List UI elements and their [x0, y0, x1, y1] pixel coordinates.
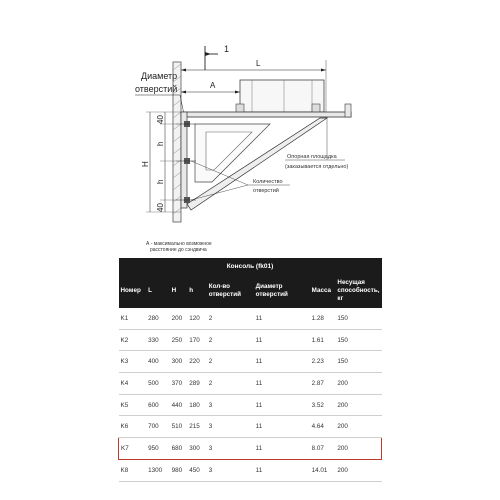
table-row — [119, 329, 382, 351]
table-row — [119, 438, 382, 460]
table-cell: 8.07 — [310, 438, 336, 460]
table-cell: 289 — [187, 373, 206, 395]
table-cell: 4.64 — [310, 416, 336, 438]
table-cell: 500 — [146, 373, 169, 395]
table-cell: 11 — [254, 394, 310, 416]
table-cell: 14.01 — [310, 459, 336, 481]
table-cell: 330 — [146, 329, 169, 351]
svg-text:отверстий: отверстий — [135, 84, 178, 94]
svg-text:A: A — [210, 81, 216, 90]
table-cell: 3 — [207, 394, 254, 416]
table-cell: 3 — [207, 416, 254, 438]
table-cell: 950 — [146, 438, 169, 460]
support-pad-callout — [285, 118, 348, 170]
table-cell: 150 — [335, 351, 381, 373]
table-cell: K5 — [119, 394, 147, 416]
table-cell: 300 — [187, 438, 206, 460]
table-caption: Консоль (fk01) — [119, 258, 382, 274]
table-cell: 200 — [335, 394, 381, 416]
table-cell: 3 — [207, 459, 254, 481]
svg-text:Количество: Количество — [253, 179, 283, 185]
svg-text:H: H — [141, 161, 150, 167]
table-cell: K4 — [119, 373, 147, 395]
table-cell: 11 — [254, 438, 310, 460]
table-cell: K1 — [119, 308, 147, 329]
table-row — [119, 416, 382, 438]
column-header: Номер — [119, 274, 147, 308]
table-header-row — [119, 274, 382, 308]
svg-text:40: 40 — [156, 203, 165, 212]
column-header: Масса — [310, 274, 336, 308]
table-row — [119, 373, 382, 395]
svg-text:1: 1 — [224, 44, 230, 54]
table-cell: K8 — [119, 459, 147, 481]
svg-text:расстояние до сэндвича: расстояние до сэндвича — [150, 247, 207, 253]
column-header: Несущая способность, кг — [335, 274, 381, 308]
table-cell: 180 — [187, 394, 206, 416]
table-cell: 200 — [335, 438, 381, 460]
table-cell: 200 — [170, 308, 188, 329]
table-cell: 2 — [207, 308, 254, 329]
table-cell: 2.87 — [310, 373, 336, 395]
table-cell: 400 — [146, 351, 169, 373]
table-cell: 200 — [335, 416, 381, 438]
table-cell: 120 — [187, 308, 206, 329]
specification-table — [118, 258, 382, 482]
column-header: L — [146, 274, 169, 308]
table-row — [119, 459, 382, 481]
table-cell: 600 — [146, 394, 169, 416]
table-cell: 11 — [254, 459, 310, 481]
table-cell: 200 — [335, 373, 381, 395]
table-cell: 700 — [146, 416, 169, 438]
table-row — [119, 308, 382, 329]
column-header: H — [170, 274, 188, 308]
table-cell: 1300 — [146, 459, 169, 481]
table-cell: 11 — [254, 329, 310, 351]
dimension-A — [181, 81, 240, 94]
table-cell: 11 — [254, 416, 310, 438]
table-cell: 220 — [187, 351, 206, 373]
table-cell: 280 — [146, 308, 169, 329]
table-cell: 1.61 — [310, 329, 336, 351]
table-cell: 150 — [335, 329, 381, 351]
table-cell: 200 — [335, 459, 381, 481]
table-cell: 215 — [187, 416, 206, 438]
table-row — [119, 394, 382, 416]
table-cell: 510 — [170, 416, 188, 438]
svg-text:40: 40 — [156, 115, 165, 124]
note-A — [146, 241, 212, 253]
chimney-pipe — [236, 80, 324, 116]
table-cell: 1.28 — [310, 308, 336, 329]
svg-text:h: h — [156, 179, 165, 184]
svg-text:Диаметр: Диаметр — [141, 71, 178, 81]
table-cell: 3.52 — [310, 394, 336, 416]
column-header: Кол-во отверстий — [207, 274, 254, 308]
table-cell: 980 — [170, 459, 188, 481]
svg-text:(заказывается отдельно): (заказывается отдельно) — [285, 164, 349, 170]
table-cell: 2 — [207, 351, 254, 373]
table-cell: 250 — [170, 329, 188, 351]
table-cell: K7 — [119, 438, 147, 460]
table-cell: 2.23 — [310, 351, 336, 373]
column-header: h — [187, 274, 206, 308]
table-cell: 150 — [335, 308, 381, 329]
column-header: Диаметр отверстий — [254, 274, 310, 308]
table-cell: 11 — [254, 373, 310, 395]
table-cell: 300 — [170, 351, 188, 373]
table-cell: 2 — [207, 329, 254, 351]
table-cell: K3 — [119, 351, 147, 373]
svg-text:А - максимально возможное: А - максимально возможное — [146, 241, 212, 247]
table-cell: 11 — [254, 308, 310, 329]
table-cell: 11 — [254, 351, 310, 373]
table-cell: K2 — [119, 329, 147, 351]
table-row — [119, 351, 382, 373]
table-cell: K6 — [119, 416, 147, 438]
svg-text:h: h — [156, 141, 165, 146]
table-cell: 680 — [170, 438, 188, 460]
table-cell: 170 — [187, 329, 206, 351]
table-cell: 450 — [187, 459, 206, 481]
svg-text:отверстий: отверстий — [253, 188, 279, 194]
table-cell: 440 — [170, 394, 188, 416]
table-cell: 370 — [170, 373, 188, 395]
svg-text:L: L — [256, 59, 261, 68]
section-mark — [205, 44, 229, 70]
table-cell: 2 — [207, 373, 254, 395]
table-cell: 3 — [207, 438, 254, 460]
svg-text:Опорная площадка: Опорная площадка — [287, 154, 337, 160]
